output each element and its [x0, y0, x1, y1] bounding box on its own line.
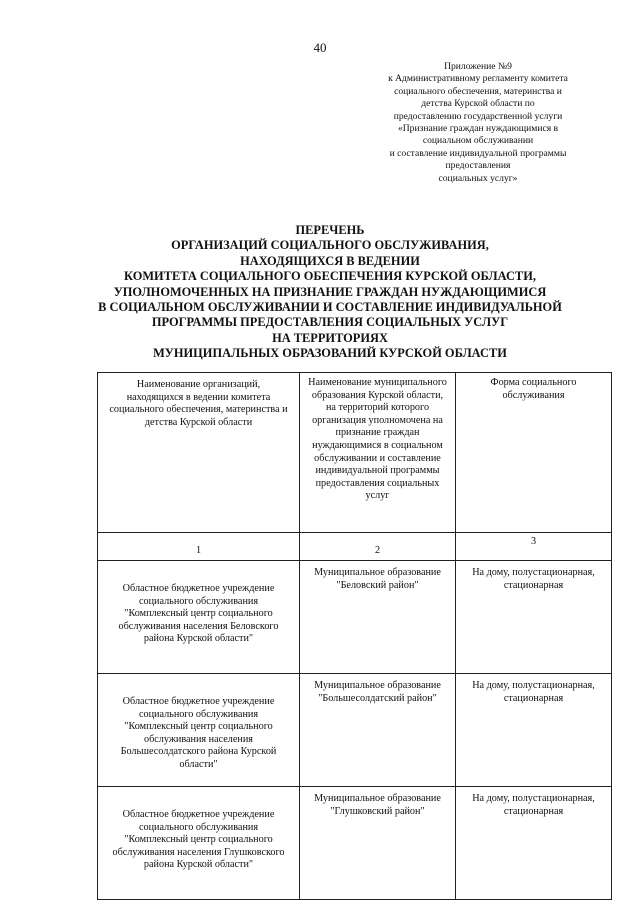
appendix-line: предоставлению государственной услуги [393, 110, 563, 122]
appendix-line: и составление индивидуальной программы [389, 147, 567, 159]
title-line: ПЕРЕЧЕНЬ [295, 223, 365, 237]
organization-cell: Областное бюджетное учреждение социального обслуживания "Комплексный центр социального обслуживания населения Большесолдатского района Курской области" [98, 674, 300, 787]
title-line: В СОЦИАЛЬНОМ ОБСЛУЖИВАНИИ И СОСТАВЛЕНИЕ ИНДИВИДУАЛЬНОЙ [98, 300, 562, 315]
appendix-line: Приложение №9 [444, 61, 512, 72]
title-line: НА ТЕРРИТОРИЯХ [272, 330, 388, 345]
title-line: МУНИЦИПАЛЬНЫХ ОБРАЗОВАНИЙ КУРСКОЙ ОБЛАСТИ [153, 346, 507, 361]
service-form-cell: На дому, полустационарная, стационарная [456, 561, 612, 674]
column-number: 3 [456, 533, 612, 561]
appendix-note [360, 61, 596, 185]
appendix-line: детства Курской области по [421, 98, 535, 110]
service-form-cell: На дому, полустационарная, стационарная [456, 787, 612, 900]
page-number: 40 [313, 40, 327, 55]
column-number: 1 [98, 533, 300, 561]
title-line: КОМИТЕТА СОЦИАЛЬНОГО ОБЕСПЕЧЕНИЯ КУРСКОЙ ОБЛАСТИ, [124, 269, 536, 284]
document-title [60, 223, 600, 362]
header-organization: Наименование организаций, находящихся в ведении комитета социального обеспечения, материнства и детства Курской области [98, 373, 300, 533]
appendix-line: социальном обслуживании [422, 135, 534, 147]
organization-cell: Областное бюджетное учреждение социального обслуживания "Комплексный центр социального обслуживания населения Глушковского района Курской области" [98, 787, 300, 900]
appendix-line: социальных услуг» [438, 172, 518, 184]
title-line: НАХОДЯЩИХСЯ В ВЕДЕНИИ [240, 253, 420, 268]
column-number-row [98, 533, 612, 561]
header-municipality: Наименование муниципального образования Курской области, на территорий которого организация уполномочена на признание граждан нуждающимися в социальном обслуживании и составление индивидуальной программы предоставления социальных услуг [300, 373, 456, 533]
municipality-cell: Муниципальное образование "Глушковский район" [300, 787, 456, 900]
appendix-line: к Административному регламенту комитета [388, 73, 568, 85]
column-number: 2 [300, 533, 456, 561]
header-service-form: Форма социального обслуживания [456, 373, 612, 533]
title-line: ОРГАНИЗАЦИЙ СОЦИАЛЬНОГО ОБСЛУЖИВАНИЯ, [171, 238, 489, 253]
municipality-cell: Муниципальное образование "Большесолдатский район" [300, 674, 456, 787]
appendix-line: «Признание граждан нуждающимися в [397, 123, 559, 135]
appendix-line: предоставления [445, 160, 511, 172]
organization-cell: Областное бюджетное учреждение социального обслуживания "Комплексный центр социального обслуживания населения Беловского района Курской области" [98, 561, 300, 674]
table-row [98, 787, 612, 900]
appendix-line: социального обеспечения, материнства и [394, 85, 562, 97]
service-form-cell: На дому, полустационарная, стационарная [456, 674, 612, 787]
table-row [98, 561, 612, 674]
table-header-row [98, 373, 612, 533]
title-line: УПОЛНОМОЧЕННЫХ НА ПРИЗНАНИЕ ГРАЖДАН НУЖДАЮЩИМИСЯ [113, 284, 547, 299]
table-row [98, 674, 612, 787]
title-line: ПРОГРАММЫ ПРЕДОСТАВЛЕНИЯ СОЦИАЛЬНЫХ УСЛУГ [151, 315, 509, 330]
municipality-cell: Муниципальное образование "Беловский район" [300, 561, 456, 674]
organizations-table [97, 372, 612, 900]
